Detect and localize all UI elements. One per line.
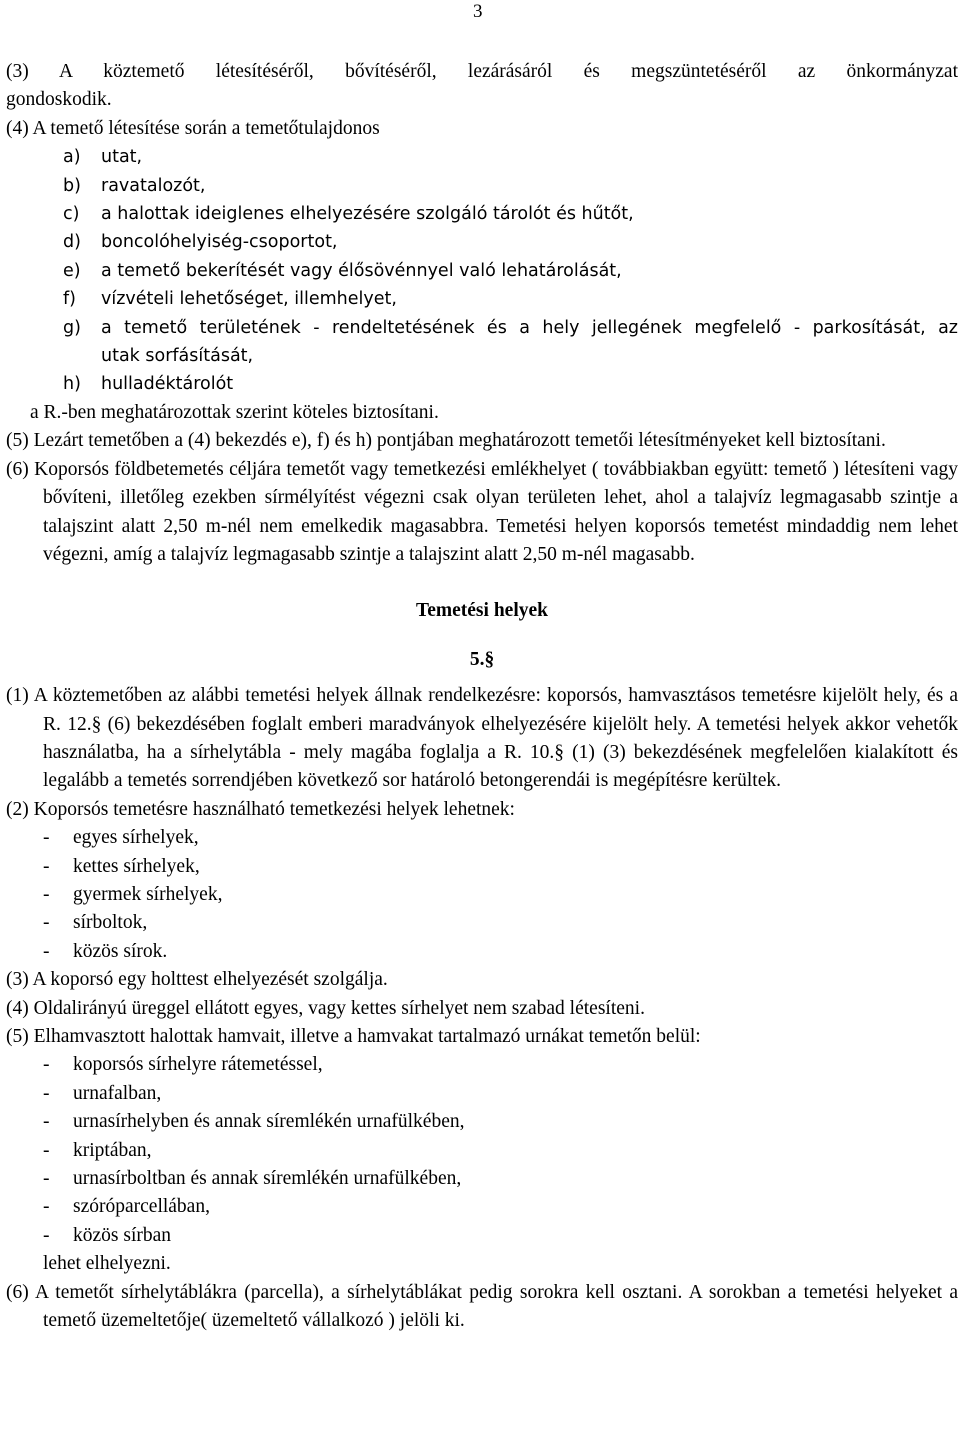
list-item — [6, 1108, 958, 1136]
list-conclusion: a R.-ben meghatározottak szerint köteles biztosítani. — [30, 401, 439, 423]
list-text: közös sírban — [73, 1224, 172, 1246]
list-item — [63, 370, 958, 398]
section-paragraph-3: (3) A koporsó egy holttest elhelyezését szolgálja. — [6, 969, 388, 991]
dash-bullet: - — [43, 1054, 50, 1076]
section-paragraph-6: (6) A temetőt sírhelytáblákra (parcella), a sírhelytáblákat pedig sorokra kell osztani. A sorokban a temetési helyeket a temető üzemeltetője( üzemeltető vállalkozó ) jelöli ki. — [6, 1281, 958, 1332]
list-text: a halottak ideiglenes elhelyezésére szolgáló tárolót és hűtőt, — [101, 204, 634, 225]
urn-list-conclusion: lehet elhelyezni. — [43, 1253, 171, 1275]
dash-bullet: - — [43, 1196, 50, 1218]
list-item — [6, 938, 958, 966]
list-item — [6, 853, 958, 881]
list-text: kettes sírhelyek, — [73, 855, 200, 877]
list-text: vízvételi lehetőséget, illemhelyet, — [101, 289, 397, 310]
dash-bullet: - — [43, 1168, 50, 1190]
paragraph-4: (4) A temető létesítése során a temetőtulajdonos — [6, 117, 380, 139]
section-paragraph-2: (2) Koporsós temetésre használható temetkezési helyek lehetnek: — [6, 798, 515, 820]
list-label: e) — [63, 260, 81, 281]
list-text: közös sírok. — [73, 940, 168, 962]
list-text: urnafalban, — [73, 1082, 162, 1104]
list-label: f) — [63, 289, 76, 310]
dash-bullet: - — [43, 883, 50, 905]
list-item — [63, 342, 958, 370]
dash-bullet: - — [43, 1111, 50, 1133]
list-text: ravatalozót, — [101, 175, 206, 196]
dash-bullet: - — [43, 1224, 50, 1246]
list-item — [63, 172, 958, 200]
section-paragraph-5: (5) Elhamvasztott halottak hamvait, illetve a hamvakat tartalmazó urnákat temetőn belül: — [6, 1026, 701, 1047]
page-number: 3 — [473, 1, 483, 22]
list-text: egyes sírhelyek, — [73, 827, 199, 849]
list-item — [6, 881, 958, 909]
list-item — [6, 824, 958, 852]
list-item — [6, 909, 958, 937]
dash-bullet: - — [43, 827, 50, 849]
section-title: Temetési helyek — [416, 600, 548, 622]
list-text: urnasírhelyben és annak síremlékén urnafülkében, — [73, 1111, 465, 1133]
list-item — [6, 1080, 958, 1108]
paragraph-3-line1: (3) A köztemető létesítéséről, bővítéséről, lezárásáról és megszüntetéséről az önkormányzat — [6, 61, 958, 82]
list-text: gyermek sírhelyek, — [73, 883, 223, 905]
list-item — [63, 143, 958, 171]
list-item — [63, 200, 958, 228]
list-label: d) — [63, 232, 81, 253]
paragraph-6: (6) Koporsós földbetemetés céljára temetőt vagy temetkezési emlékhelyet ( továbbiakban együtt: temető ) létesíteni vagy bővíteni, illetőleg ezekben sírmélyítést végezni csak olyan területen lehet, ahol a talajvíz legmagasabb szintje a talajszint alatt 2,50 m-nél nem emelkedik magasabbra. Temetési helyen koporsós temetést mindaddig nem lehet végezni, amíg a talajvíz legmagasabb szintje a talajszint alatt 2,50 m-nél magasabb. — [6, 458, 958, 565]
list-item — [6, 1222, 958, 1250]
section-number: 5.§ — [469, 648, 495, 670]
list-text: kriptában, — [73, 1139, 152, 1161]
list-label: a) — [63, 147, 81, 168]
list-text: hulladéktárolót — [101, 374, 234, 395]
dash-bullet: - — [43, 1082, 50, 1104]
document-body — [6, 58, 958, 1335]
list-label: g) — [63, 317, 81, 338]
dash-bullet: - — [43, 912, 50, 934]
list-text: sírboltok, — [73, 912, 148, 934]
dash-bullet: - — [43, 855, 50, 877]
list-item — [6, 1137, 958, 1165]
dash-bullet: - — [43, 1139, 50, 1161]
paragraph-3-line2: gondoskodik. — [6, 89, 112, 111]
paragraph-5: (5) Lezárt temetőben a (4) bekezdés e), f) és h) pontjában meghatározott temetői létesítményeket kell biztosítani. — [6, 430, 886, 452]
list-text: a temető területének - rendeltetésének és a hely jellegének megfelelő - parkosítását, az — [101, 317, 958, 338]
list-label: h) — [63, 374, 81, 395]
urn-placement-list — [6, 1051, 958, 1250]
list-text: utat, — [101, 147, 143, 168]
facility-list — [6, 143, 958, 399]
list-item — [63, 285, 958, 313]
list-item — [6, 1193, 958, 1221]
list-text: a temető bekerítését vagy élősövénnyel való lehatárolását, — [101, 260, 622, 281]
dash-bullet: - — [43, 940, 50, 962]
list-text: koporsós sírhelyre rátemetéssel, — [73, 1054, 323, 1076]
list-text: utak sorfásítását, — [101, 346, 254, 367]
section-paragraph-1: (1) A köztemetőben az alábbi temetési helyek állnak rendelkezésre: koporsós, hamvasztásos temetésre kijelölt hely, és a R. 12.§ (6) bekezdésében foglalt emberi maradványok elhelyezésére kijelölt hely. A temetési helyek akkor vehetők használatba, ha a sírhelytábla - mely magába foglalja a R. 10.§ (1) (3) bekezdésének megfelelően kialakított és legalább a temetés sorrendjében következő sor határoló betongerendái is megépítésre kerültek. — [6, 685, 958, 792]
list-item — [63, 314, 958, 342]
list-text: boncolóhelyiség-csoportot, — [101, 232, 338, 253]
coffin-site-list — [6, 824, 958, 966]
list-text: urnasírboltban és annak síremlékén urnafülkében, — [73, 1168, 462, 1190]
list-item — [6, 1051, 958, 1079]
list-label — [63, 342, 101, 370]
section-paragraph-4: (4) Oldalirányú üreggel ellátott egyes, vagy kettes sírhelyet nem szabad létesíteni. — [6, 997, 645, 1019]
list-label: c) — [63, 204, 80, 225]
list-item — [6, 1165, 958, 1193]
list-label: b) — [63, 175, 81, 196]
list-item — [63, 257, 958, 285]
list-item — [63, 228, 958, 256]
list-text: szóróparcellában, — [73, 1196, 210, 1218]
